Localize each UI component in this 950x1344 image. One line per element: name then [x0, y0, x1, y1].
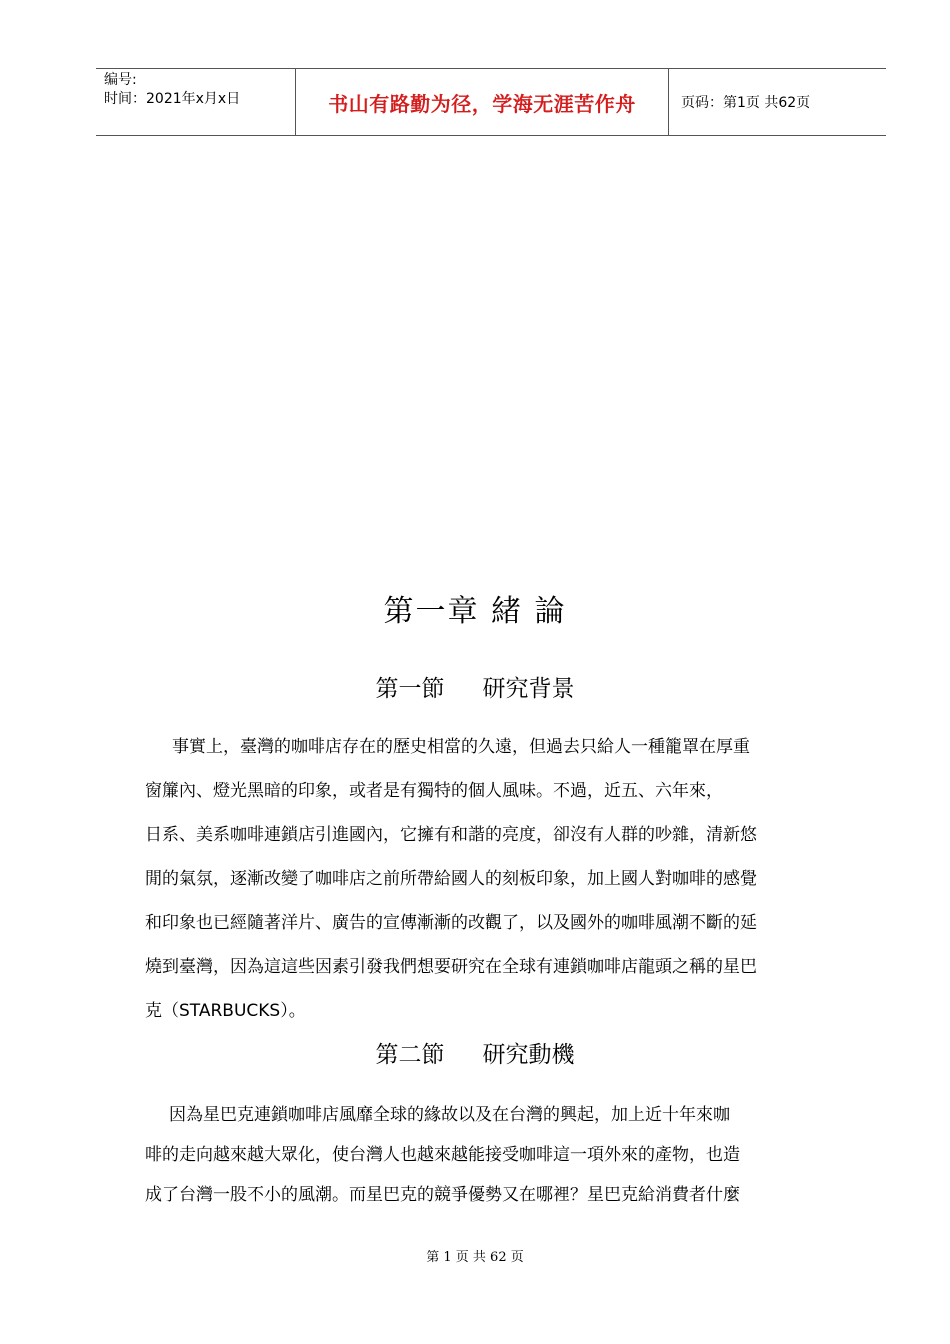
paragraph-line: 因為星巴克連鎖咖啡店風靡全球的緣故以及在台灣的興起，加上近十年來咖	[169, 1105, 730, 1125]
page-footer: 第 1 页 共 62 页	[426, 1250, 524, 1265]
paragraph-line: 日系、美系咖啡連鎖店引進國內，它擁有和諧的亮度，卻沒有人群的吵雜，清新悠	[145, 825, 757, 845]
section-number: 第二節	[375, 1042, 445, 1068]
page-header	[96, 68, 886, 136]
header-page-info: 页码：第1页 共62页	[681, 95, 811, 111]
paragraph-line: 窗簾內、燈光黑暗的印象，或者是有獨特的個人風味。不過，近五、六年來，	[145, 781, 723, 801]
paragraph-line: 和印象也已經隨著洋片、廣告的宣傳漸漸的改觀了，以及國外的咖啡風潮不斷的延	[145, 913, 757, 933]
header-meta-cell	[96, 69, 296, 135]
header-time-label: 时间：2021年x月x日	[104, 91, 241, 107]
paragraph-line: 成了台灣一股不小的風潮。而星巴克的競爭優勢又在哪裡？星巴克給消費者什麼	[145, 1185, 740, 1205]
paragraph-line: 克（STARBUCKS）。	[145, 1001, 306, 1021]
header-page-cell	[669, 69, 886, 135]
paragraph-line: 燒到臺灣，因為這這些因素引發我們想要研究在全球有連鎖咖啡店龍頭之稱的星巴	[145, 957, 757, 977]
paragraph-line: 閒的氣氛，逐漸改變了咖啡店之前所帶給國人的刻板印象，加上國人對咖啡的感覺	[145, 869, 757, 889]
section-heading: 研究背景	[482, 676, 575, 702]
header-number-label: 编号:	[104, 72, 137, 88]
chapter-title: 第一章 緒 論	[383, 594, 567, 629]
section-title-motivation	[0, 1036, 950, 1069]
header-motto: 书山有路勤为径，学海无涯苦作舟	[328, 91, 636, 116]
header-motto-cell	[296, 69, 669, 135]
section-number: 第一節	[375, 676, 445, 702]
paragraph-line: 事實上，臺灣的咖啡店存在的歷史相當的久遠，但過去只給人一種籠罩在厚重	[172, 737, 750, 757]
section-title-background	[0, 670, 950, 703]
section-heading: 研究動機	[482, 1042, 575, 1068]
paragraph-line: 啡的走向越來越大眾化，使台灣人也越來越能接受咖啡這一項外來的產物，也造	[145, 1145, 740, 1165]
